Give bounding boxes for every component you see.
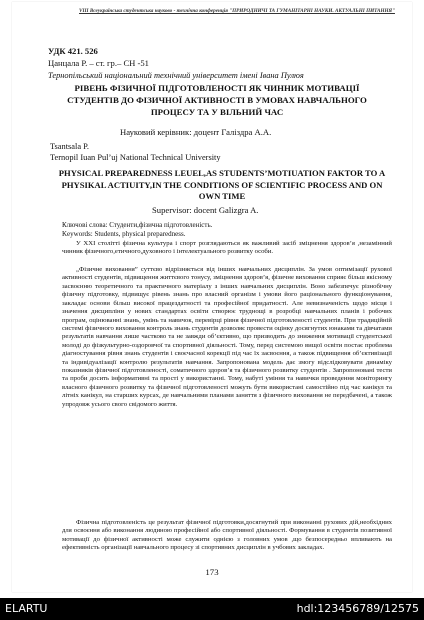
author-en: Tsantsala P. [50, 142, 89, 151]
supervisor-en: Supervisor: docent Galizgra A. [152, 205, 259, 215]
body-paragraph-2: „Фізичне виховання” суттєво відрізняється від інших навчальних дисциплін. За умов оптимізації рухової активності студентів, підвищення життєвого тонусу, зміцнення здоров’я, фізичне виховання сприяє більш якісному засвоєнню теоретичного та практичного матеріалу з інших навчальних дисциплін. Воно забезпечує різнобічну фізичну підготовку, підвищує рівень знань про власний організм і умови його раціонального функціонування, закладає основи більш високої працездатності та професійної придатності. Але невизначеність щодо місця і значення дисципліни у нових стандартах освіти створює труднощі в розробці навчальних планів і робочих програм, оцінюванні знань, умінь та навичок, перевірці рівня фізичної підготовленості студентів. При традиційній системі фізичного виховання контроль знань студентів дозволяє провести оцінку досягнутих юнаками та дівчатами результатів навчання лише частково та не завжди об’єктивно, що призводить до зниження мотивації студентської молоді до фізкультурно-оздоровчої та спортивної діяльності. Тому, перед системою вищої освіти постає проблема діагностування рівня знань студентів і своєчасної корекції під час їх засвоєння, а також підвищення об’єктивізації та індивідуалізації контролю результатів навчання. Запропонована модель дає змогу відслідковувати динаміку показників фізичної підготовленості, соматичного здоров’я та фізичного розвитку студентів . Запропоновані тести та проби досить інформативні та прості у використанні. Тому, набуті уміння та навички проведення моніторингу власного фізичного розвитку та фізичної підготовленості можуть бути використані самостійно під час канікул та літніх канікул, на старших курсах, де навчальними планами заняття з фізичного виховання не передбачені, а також упродовж усього свого свідомого життя. [62, 266, 392, 408]
keywords-ua: Ключові слова: Студенти,фізична підготовленість. [62, 221, 213, 229]
supervisor-ua: Науковий керівник: доцент Галіздра А.А. [120, 127, 272, 137]
university-ua: Тернопільський національний технічний університет імені Івана Пулюя [48, 71, 304, 80]
author-block-en [50, 142, 221, 163]
title-ua: РІВЕНЬ ФІЗИЧНОЇ ПІДГОТОВЛЕНОСТІ ЯК ЧИННИК МОТИВАЦІЇ СТУДЕНТІВ ДО ФІЗИЧНОЇ АКТИВНОСТІ В УМОВАХ НАВЧАЛЬНОГО ПРОЦЕСУ ТА У ВІЛЬНИЙ ЧАС [67, 83, 367, 117]
conference-header: VIII Всеукраїнська студентська науково - технічна конференція "ПРИРОДНИЧІ ТА ГУМАНІТАРНІ НАУКИ. АКТУАЛЬНІ ПИТАННЯ" [79, 8, 395, 14]
repository-footer-bar [0, 598, 424, 620]
body-paragraph-3: Фізична підготовленість це результат фізичної підготовки,досягнутий при виконанні рухових дій,необхідних для освоєння або виконання людиною професійної або спортивної діяльності. Формування в студентів позитивної мотивації до фізичної активності може служити однією з головних умов ,що безпосередньо впливають на ефективність організації навчального процесу зі спортивних дисциплін в учбових закладах. [62, 519, 392, 552]
keywords-en: Keywords: Students, physical preparedness. [62, 230, 186, 238]
author-cypher: Цанцала Р. – ст. гр.– СН -51 [48, 58, 149, 68]
university-en: Ternopil Iuan Pul’uj National Technical University [50, 152, 221, 162]
body-paragraph-1: У XXI столітті фізична культура і спорт розглядаються як важливий засіб зміцнення здоров’я ,незамінний чинник фізичного,етичного,духовного і інтелектуального розвитку особи. [62, 240, 392, 256]
document-page [12, 2, 412, 592]
footer-handle[interactable]: hdl:123456789/12575 [296, 602, 419, 615]
footer-repository-name: ELARTU [5, 602, 48, 615]
udk-code: УДК 421. 526 [48, 46, 98, 56]
title-en: PHYSICAL PREPAREDNESS LEUEL,AS STUDENTS’MOTIUATION FAKTOR TO A PHYSIKAL ACTIUITY,IN THE CONDITIONS OF SCIENTIFIC PROCESS AND ON OWN TIME [58, 168, 386, 201]
page-number: 173 [205, 567, 219, 577]
